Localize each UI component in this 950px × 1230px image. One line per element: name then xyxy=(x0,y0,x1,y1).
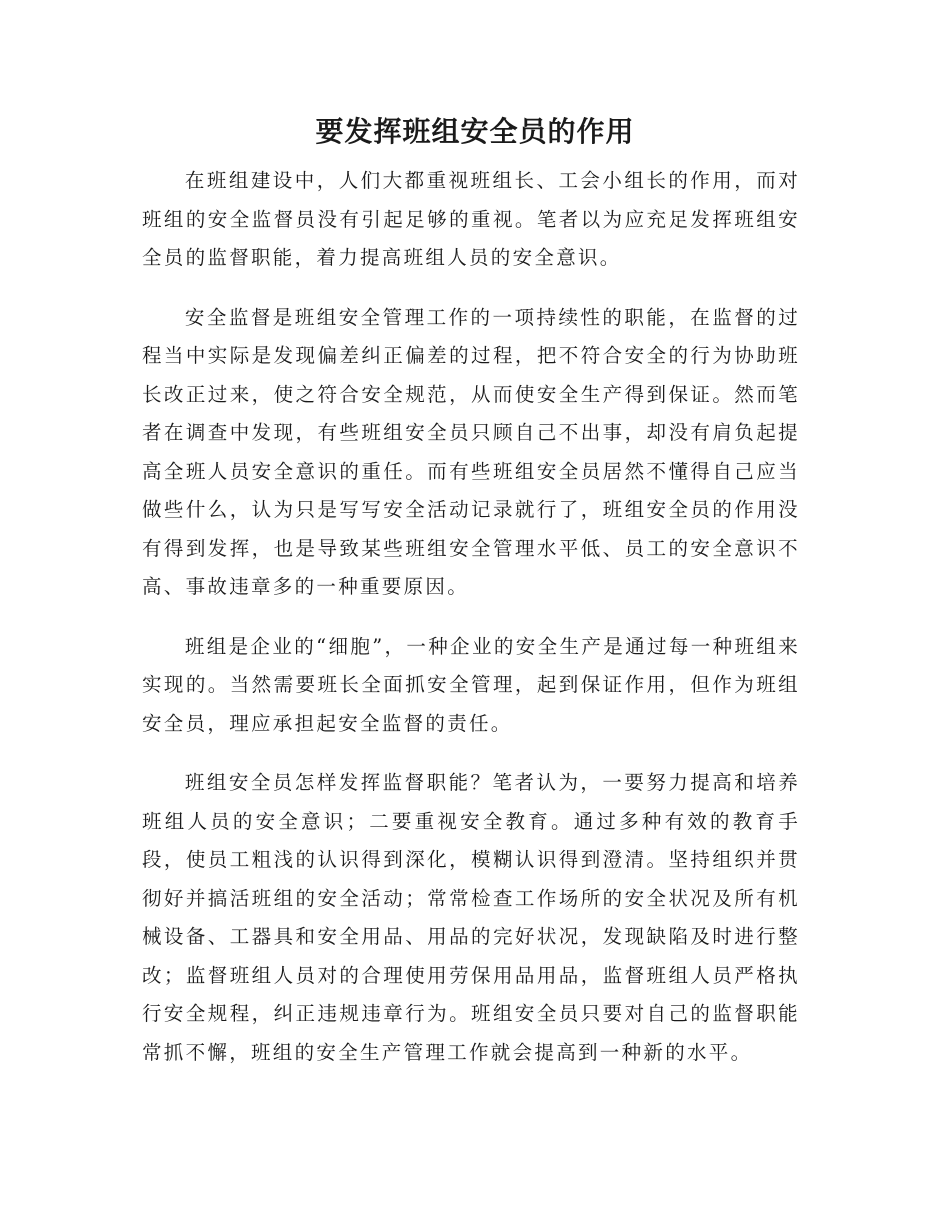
document-body xyxy=(142,162,800,1093)
paragraph-3: 班组是企业的“细胞”，一种企业的安全生产是通过每一种班组来实现的。当然需要班长全面抓安全管理，起到保证作用，但作为班组安全员，理应承担起安全监督的责任。 xyxy=(142,634,800,735)
paragraph-1: 在班组建设中，人们大都重视班组长、工会小组长的作用，而对班组的安全监督员没有引起足够的重视。笔者以为应充足发挥班组安全员的监督职能，着力提高班组人员的安全意识。 xyxy=(142,169,800,269)
paragraph-2: 安全监督是班组安全管理工作的一项持续性的职能，在监督的过程当中实际是发现偏差纠正偏差的过程，把不符合安全的行为协助班长改正过来，使之符合安全规范，从而使安全生产得到保证。然而笔者在调查中发现，有些班组安全员只顾自己不出事，却没有肩负起提高全班人员安全意识的重任。而有些班组安全员居然不懂得自己应当做些什么，认为只是写写安全活动记录就行了，班组安全员的作用没有得到发挥，也是导致某些班组安全管理水平低、员工的安全意识不高、事故违章多的一种重要原因。 xyxy=(142,305,800,598)
document-title: 要发挥班组安全员的作用 xyxy=(315,115,635,148)
paragraph-4: 班组安全员怎样发挥监督职能？笔者认为，一要努力提高和培养班组人员的安全意识；二要重视安全教育。通过多种有效的教育手段，使员工粗浅的认识得到深化，模糊认识得到澄清。坚持组织并贯彻好并搞活班组的安全活动；常常检查工作场所的安全状况及所有机械设备、工器具和安全用品、用品的完好状况，发现缺陷及时进行整改；监督班组人员对的合理使用劳保用品用品，监督班组人员严格执行安全规程，纠正违规违章行为。班组安全员只要对自己的监督职能常抓不懈，班组的安全生产管理工作就会提高到一种新的水平。 xyxy=(142,771,800,1064)
